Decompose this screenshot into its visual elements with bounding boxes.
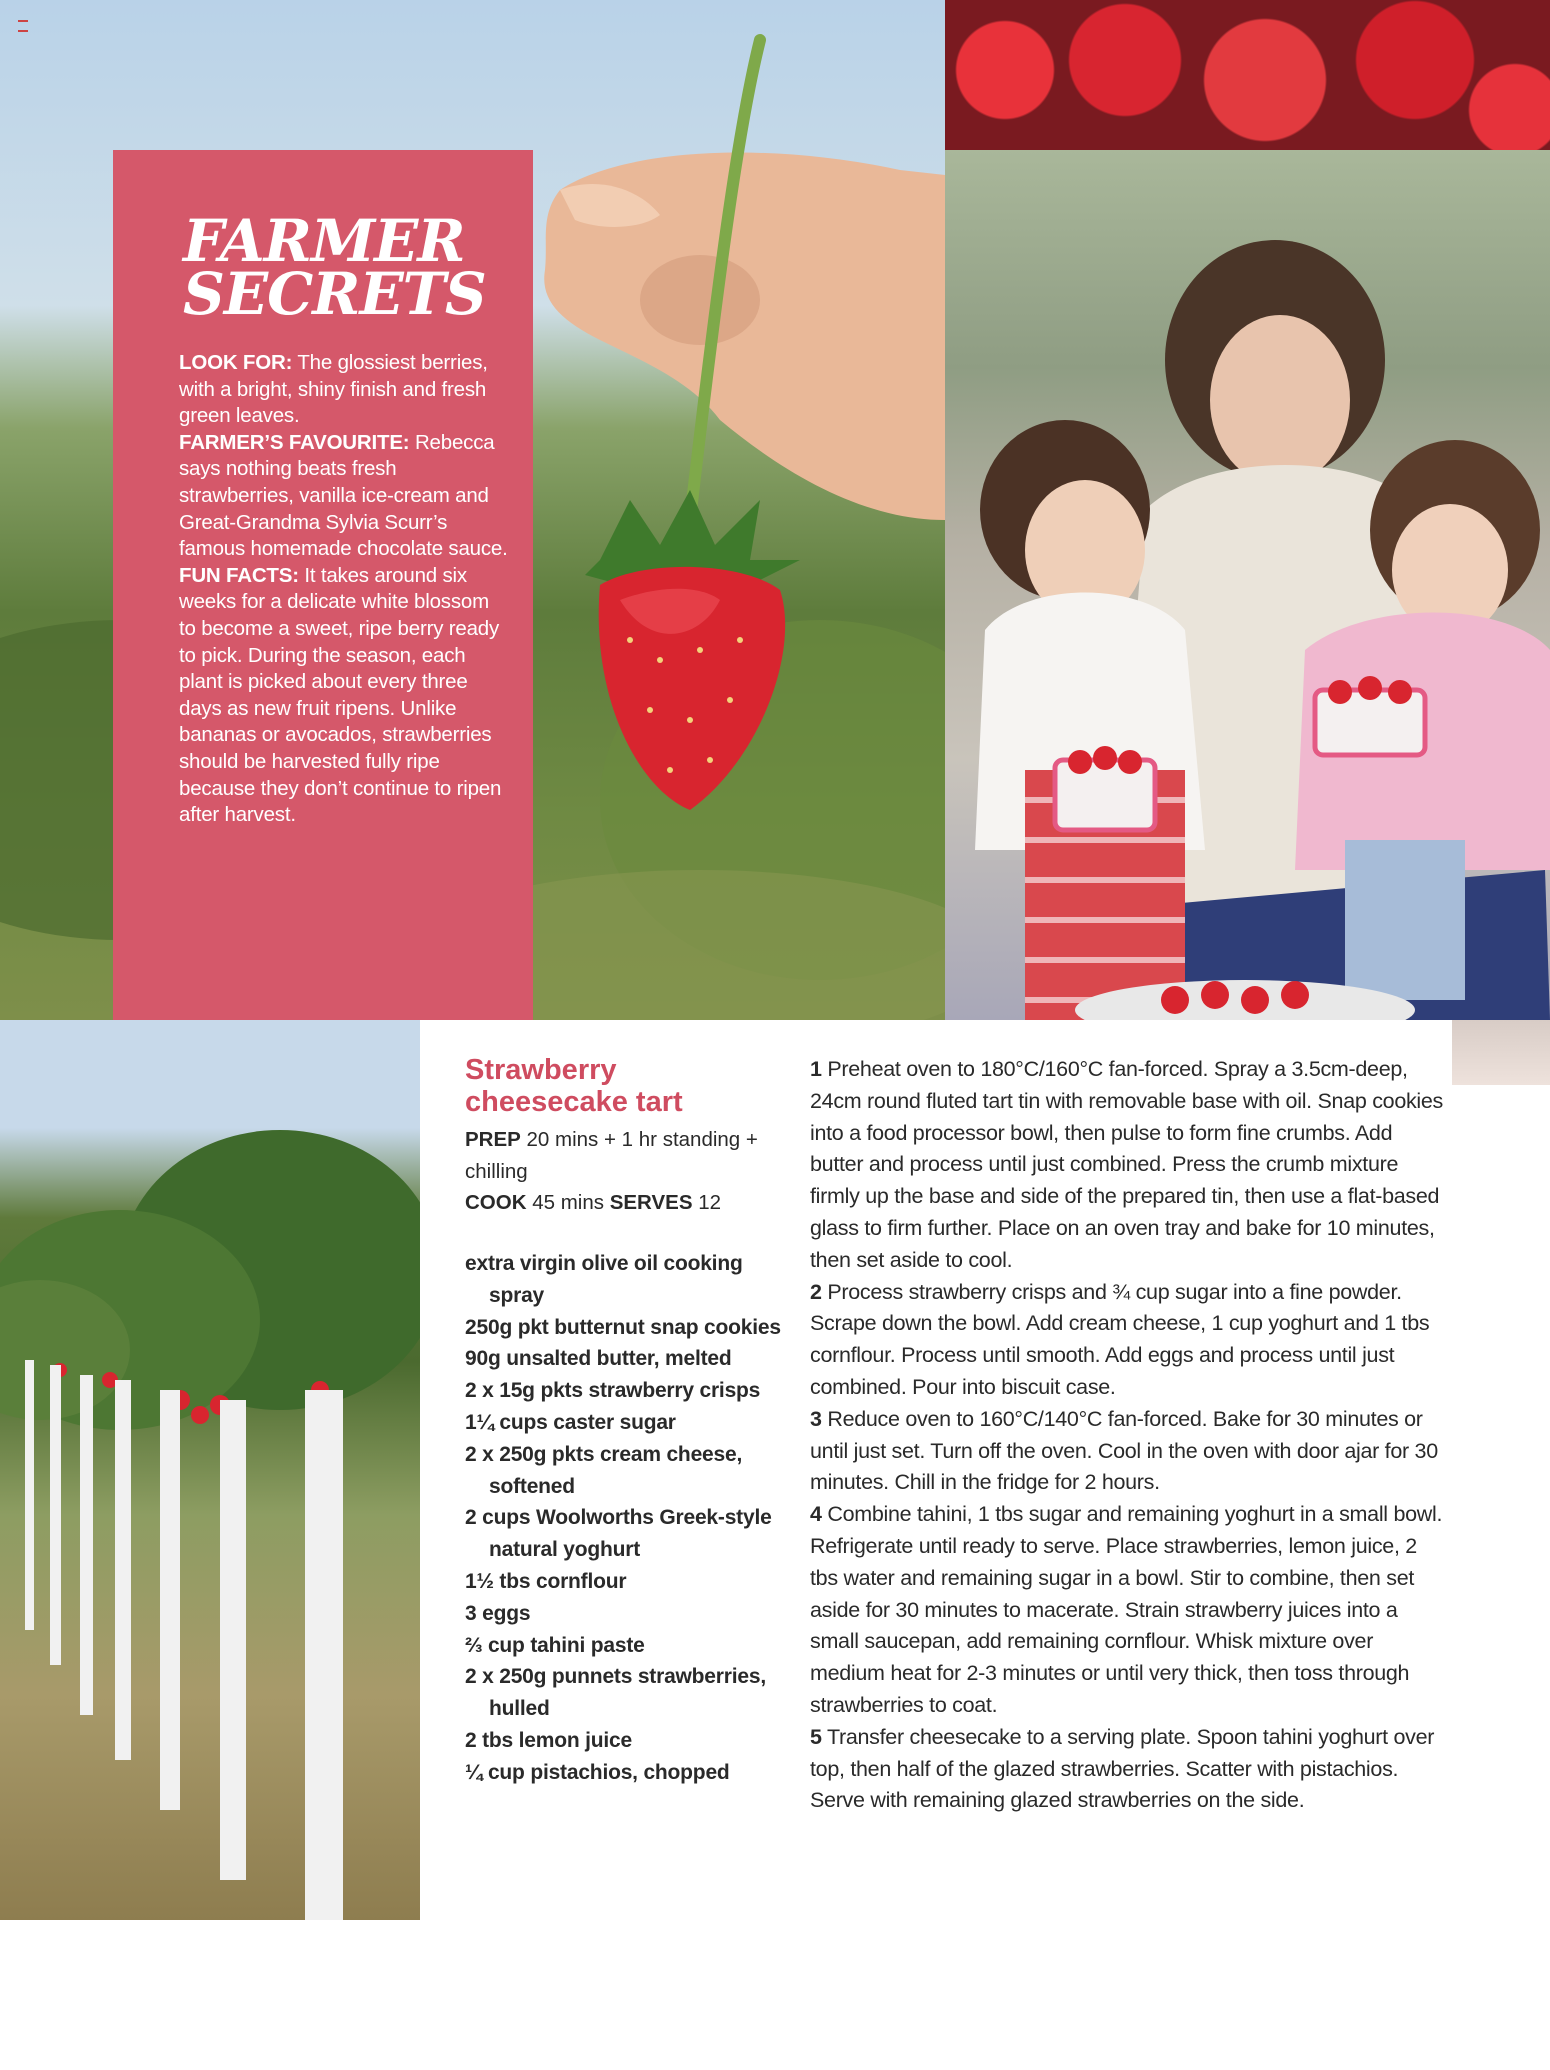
step-text: Transfer cheesecake to a serving plate. Spoon tahini yoghurt over top, then half of the glazed strawberries. Scatter with pistachios. Serve with remaining glazed strawberries on the side. xyxy=(810,1724,1435,1813)
family-illustration xyxy=(945,150,1550,1020)
step-text: Combine tahini, 1 tbs sugar and remaining yoghurt in a small bowl. Refrigerate until ready to serve. Place strawberries, lemon juice, 2 tbs water and remaining sugar in a bowl. Stir to combine, then set aside for 30 minutes to macerate. Strain strawberry juices into a small saucepan, add remaining cornflour. Whisk mixture over medium heat for 2-3 minutes or until very thick, then toss through strawberries to coat. xyxy=(810,1502,1443,1717)
ingredient-item: 2 cups Woolworths Greek-style natural yoghurt xyxy=(465,1506,772,1562)
recipe-title-line1: Strawberry xyxy=(465,1054,617,1086)
fun-facts-text: It takes around six weeks for a delicate white blossom to become a sweet, ripe berry ready to pick. During the season, each plant is picked about every three days as new fruit ripens. Unlike bananas or avocados, strawberries should be harvested fully ripe because they don’t continue to ripen after harvest. xyxy=(179,563,502,827)
step-text: Reduce oven to 160°C/140°C fan-forced. Bake for 30 minutes or until just set. Turn off the oven. Cool in the oven with door ajar for 30 minutes. Chill in the fridge for 2 hours. xyxy=(810,1406,1438,1495)
ingredient-item: 2 tbs lemon juice xyxy=(465,1728,632,1752)
ingredient-item: ⅔ cup tahini paste xyxy=(465,1633,645,1657)
strawberry-rows-illustration xyxy=(0,1020,420,1920)
farmer-secrets-title-line2: SECRETS xyxy=(183,260,486,328)
farmer-secrets-box xyxy=(113,150,533,1020)
step-number: 5 xyxy=(810,1724,822,1749)
ingredient-item: 1¼ cups caster sugar xyxy=(465,1410,676,1434)
ingredients-list xyxy=(465,1248,795,1789)
cook-label: COOK xyxy=(465,1191,527,1215)
favourite-paragraph xyxy=(179,430,509,563)
ingredient-item: 2 x 250g pkts cream cheese, softened xyxy=(465,1442,743,1498)
ingredient-item: 3 eggs xyxy=(465,1601,531,1625)
ingredient-item: 90g unsalted butter, melted xyxy=(465,1347,732,1371)
step-number: 2 xyxy=(810,1279,822,1304)
step-number: 3 xyxy=(810,1406,822,1431)
method-step xyxy=(810,1722,1450,1817)
method-step xyxy=(810,1054,1450,1277)
recipe-title-line2: cheesecake tart xyxy=(465,1086,683,1118)
cook-value: 45 mins xyxy=(532,1191,604,1215)
serves-value: 12 xyxy=(698,1191,722,1215)
step-number: 4 xyxy=(810,1502,822,1527)
ingredient-item: 2 x 15g pkts strawberry crisps xyxy=(465,1379,761,1403)
look-for-text: The glossiest berries, with a bright, shiny finish and fresh green leaves. xyxy=(179,351,488,428)
method-step xyxy=(810,1404,1450,1499)
favourite-text: Rebecca says nothing beats fresh strawberries, vanilla ice-cream and Great-Grandma Sylvia Scurr’s famous homemade chocolate sauce. xyxy=(179,430,508,561)
method-steps xyxy=(810,1054,1450,1817)
favourite-label: FARMER’S FAVOURITE: xyxy=(179,430,410,454)
prep-line xyxy=(465,1124,795,1187)
prep-label: PREP xyxy=(465,1128,521,1151)
ingredient-item: ¼ cup pistachios, chopped xyxy=(465,1760,730,1784)
photo-mother-and-daughters xyxy=(945,150,1550,1020)
photo-strawberry-field xyxy=(0,1020,420,1920)
step-text: Preheat oven to 180°C/160°C fan-forced. Spray a 3.5cm-deep, 24cm round fluted tart tin with removable base with oil. Snap cookies into a food processor bowl, then pulse to form fine crumbs. Add butter and process until just combined. Press the crumb mixture firmly up the base and side of the prepared tin, then use a flat-based glass to firm further. Place on an oven tray and bake for 10 minutes, then set aside to cool. xyxy=(810,1057,1444,1272)
method-step xyxy=(810,1499,1450,1722)
page-marker-icon xyxy=(18,20,28,32)
photo-strawberry-punnets xyxy=(945,0,1550,150)
look-for-label: LOOK FOR: xyxy=(179,351,293,374)
farmer-secrets-body xyxy=(179,350,509,829)
ingredient-item: extra virgin olive oil cooking spray xyxy=(465,1252,743,1307)
look-for-paragraph xyxy=(179,350,509,430)
serves-label: SERVES xyxy=(609,1191,693,1215)
step-number: 1 xyxy=(810,1057,822,1081)
fun-facts-paragraph xyxy=(179,563,509,829)
step-text: Process strawberry crisps and ¾ cup sugar into a fine powder. Scrape down the bowl. Add cream cheese, 1 cup yoghurt and 1 tbs cornflour. Process until smooth. Add eggs and process until just combined. Pour into biscuit case. xyxy=(810,1279,1430,1399)
ingredient-item: 1½ tbs cornflour xyxy=(465,1569,627,1593)
method-step xyxy=(810,1277,1450,1404)
photo-edge-strip xyxy=(1452,1020,1550,1085)
ingredient-item: 2 x 250g punnets strawberries, hulled xyxy=(465,1665,766,1721)
recipe-meta xyxy=(465,1124,795,1219)
prep-value: 20 mins + 1 hr standing + chilling xyxy=(465,1128,758,1183)
cook-serves-line xyxy=(465,1187,795,1219)
fun-facts-label: FUN FACTS: xyxy=(179,563,299,587)
farmer-secrets-title-line1: FARMER xyxy=(183,207,465,275)
farmer-secrets-title xyxy=(183,207,503,328)
ingredient-item: 250g pkt butternut snap cookies xyxy=(465,1315,781,1339)
recipe-title xyxy=(465,1054,765,1118)
